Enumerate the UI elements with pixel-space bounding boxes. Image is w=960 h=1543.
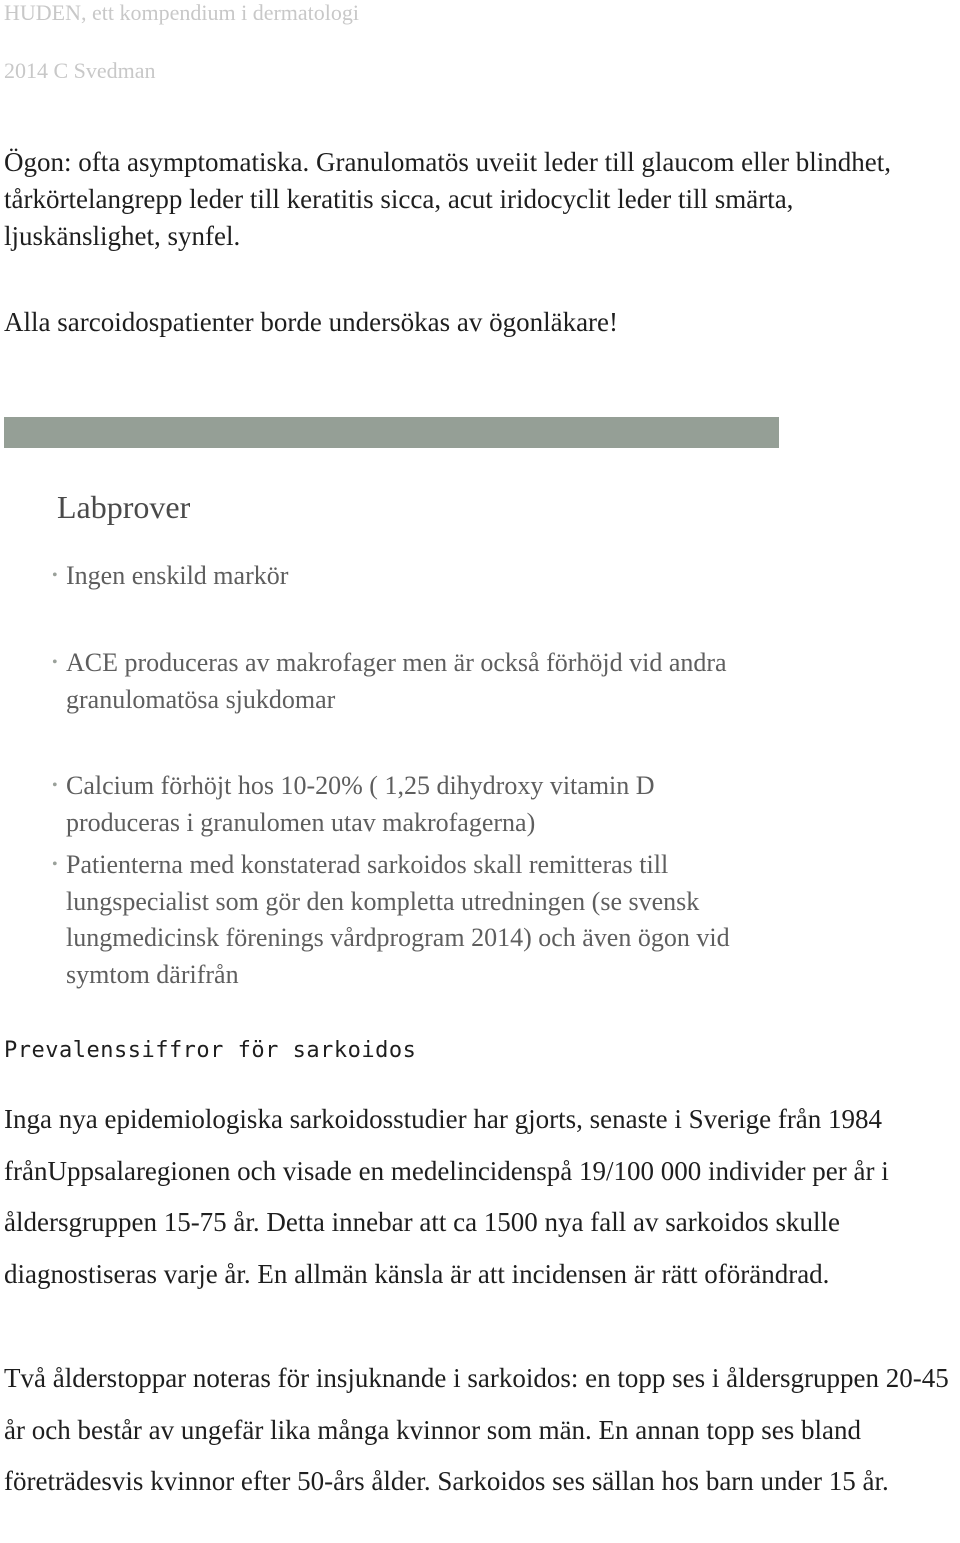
slide-bullet: [52, 847, 766, 993]
document-title: HUDEN, ett kompendium i dermatologi: [4, 0, 359, 25]
prevalence-heading: Prevalenssiffror för sarkoidos: [4, 1038, 417, 1063]
bullet-dot-icon: •: [52, 567, 58, 584]
slide-header-bar: [4, 417, 779, 448]
document-author: 2014 C Svedman: [4, 58, 156, 83]
bullet-dot-icon: •: [52, 856, 58, 873]
prevalence-paragraph-incidence: Inga nya epidemiologiska sarkoidosstudier har gjorts, senaste i Sverige från 1984 frånUppsalaregionen och visade en medelincidenspå 19/100 000 individer per år i åldersgruppen 15-75 år. Detta innebar att ca 1500 nya fall av sarkoidos skulle diagnostiseras varje år. En allmän känsla är att incidensen är rätt oförändrad.: [4, 1104, 889, 1290]
eyes-note: Alla sarcoidospatienter borde undersökas av ögonläkare!: [4, 307, 619, 337]
slide-bullet: [52, 645, 766, 718]
bullet-dot-icon: •: [52, 654, 58, 671]
bullet-dot-icon: •: [52, 777, 58, 794]
bullet-text: Ingen enskild markör: [66, 561, 289, 590]
slide-bullet: [52, 558, 766, 595]
slide-bullet: [52, 768, 766, 841]
prevalence-paragraph-age-peaks: Två ålderstoppar noteras för insjuknande i sarkoidos: en topp ses i åldersgruppen 20-45 år och består av ungefär lika många kvinnor som män. En annan topp ses bland företrädesvis kvinnor efter 50-års ålder. Sarkoidos ses sällan hos barn under 15 år.: [4, 1363, 949, 1497]
slide-title: Labprover: [57, 489, 191, 525]
eyes-paragraph: Ögon: ofta asymptomatiska. Granulomatös uveiit leder till glaucom eller blindhet, tårkörtelangrepp leder till keratitis sicca, acut iridocyclit leder till smärta, ljuskänslighet, synfel.: [4, 147, 892, 251]
bullet-text: Patienterna med konstaterad sarkoidos skall remitteras till lungspecialist som gör den kompletta utredningen (se svensk lungmedicinsk förenings vårdprogram 2014) och även ögon vid symtom därifrån: [66, 850, 730, 989]
bullet-text: Calcium förhöjt hos 10-20% ( 1,25 dihydroxy vitamin D produceras i granulomen utav makrofagerna): [66, 771, 655, 837]
bullet-text: ACE produceras av makrofager men är också förhöjd vid andra granulomatösa sjukdomar: [66, 648, 727, 714]
